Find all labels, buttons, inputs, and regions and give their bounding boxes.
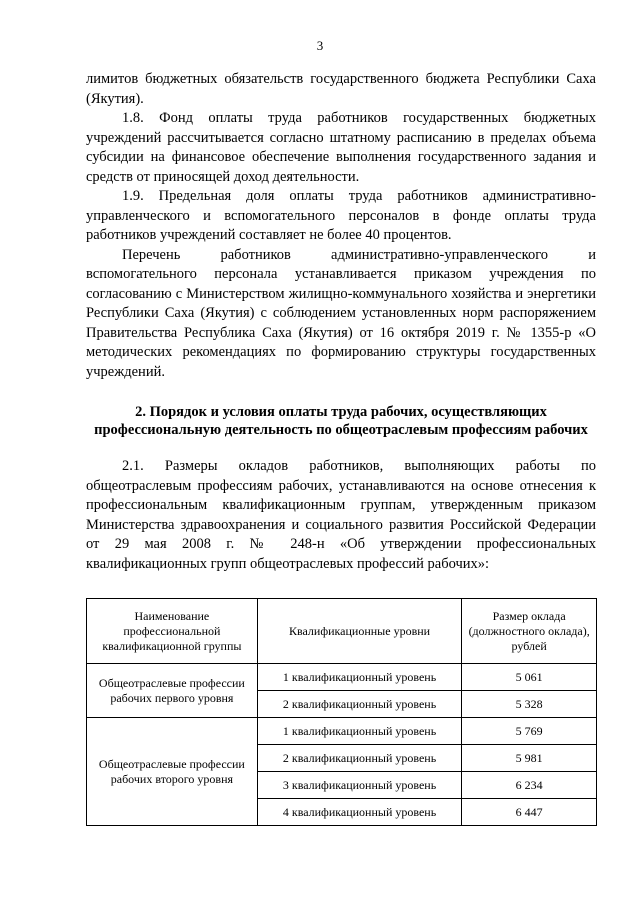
salary-cell: 6 234: [462, 772, 597, 799]
paragraph: Перечень работников административно-управленческого и вспомогательного персонала устанавливается приказом учреждения по согласованию с Министерством жилищно-коммунального хозяйства и энергетики Республики Саха (Якутия) с соблюдением установленных норм распоряжением Правительства Республика Саха (Якутия) от 16 октября 2019 г. № 1355-р «О методических рекомендациях по формированию структуры государственных учреждений.: [86, 246, 596, 380]
salary-cell: 5 981: [462, 745, 597, 772]
level-cell: 2 квалификационный уровень: [257, 745, 462, 772]
level-cell: 1 квалификационный уровень: [257, 718, 462, 745]
level-cell: 4 квалификационный уровень: [257, 799, 462, 826]
body-text: [86, 70, 596, 574]
salary-cell: 5 328: [462, 691, 597, 718]
salary-cell: 6 447: [462, 799, 597, 826]
level-cell: 1 квалификационный уровень: [257, 664, 462, 691]
group-name-cell: Общеотраслевые профессии рабочих первого уровня: [87, 664, 258, 718]
header-qual-level: Квалификационные уровни: [257, 599, 462, 664]
table-header-row: [87, 599, 597, 664]
level-cell: 2 квалификационный уровень: [257, 691, 462, 718]
salary-cell: 5 061: [462, 664, 597, 691]
section-heading: 2. Порядок и условия оплаты труда рабочих, осуществляющих профессиональную деятельность по общеотраслевым профессиям рабочих: [94, 404, 588, 438]
paragraph: 1.8. Фонд оплаты труда работников государственных бюджетных учреждений рассчитывается согласно штатному расписанию в пределах объема субсидии на финансовое обеспечение выполнения государственного задания и средств от приносящей доход деятельности.: [86, 110, 596, 185]
group-name-cell: Общеотраслевые профессии рабочих второго уровня: [87, 718, 258, 826]
table-row: [87, 718, 597, 745]
header-group-name: Наименование профессиональной квалификационной группы: [87, 599, 258, 664]
header-salary: Размер оклада (должностного оклада), рублей: [462, 599, 597, 664]
paragraph: 1.9. Предельная доля оплаты труда работников административно-управленческого и вспомогательного персоналов в фонде оплаты труда работников учреждений составляет не более 40 процентов.: [86, 188, 596, 243]
level-cell: 3 квалификационный уровень: [257, 772, 462, 799]
salary-table: [86, 598, 597, 826]
table-row: [87, 664, 597, 691]
paragraph: лимитов бюджетных обязательств государственного бюджета Республики Саха (Якутия).: [86, 71, 596, 107]
salary-cell: 5 769: [462, 718, 597, 745]
page-number: 3: [316, 38, 324, 53]
paragraph: 2.1. Размеры окладов работников, выполняющих работы по общеотраслевым профессиям рабочих, устанавливаются на основе отнесения к профессиональным квалификационным группам, утвержденным приказом Министерства здравоохранения и социального развития Российской Федерации от 29 мая 2008 г. № 248-н «Об утверждении профессиональных квалификационных групп общеотраслевых профессий рабочих»:: [86, 458, 596, 572]
